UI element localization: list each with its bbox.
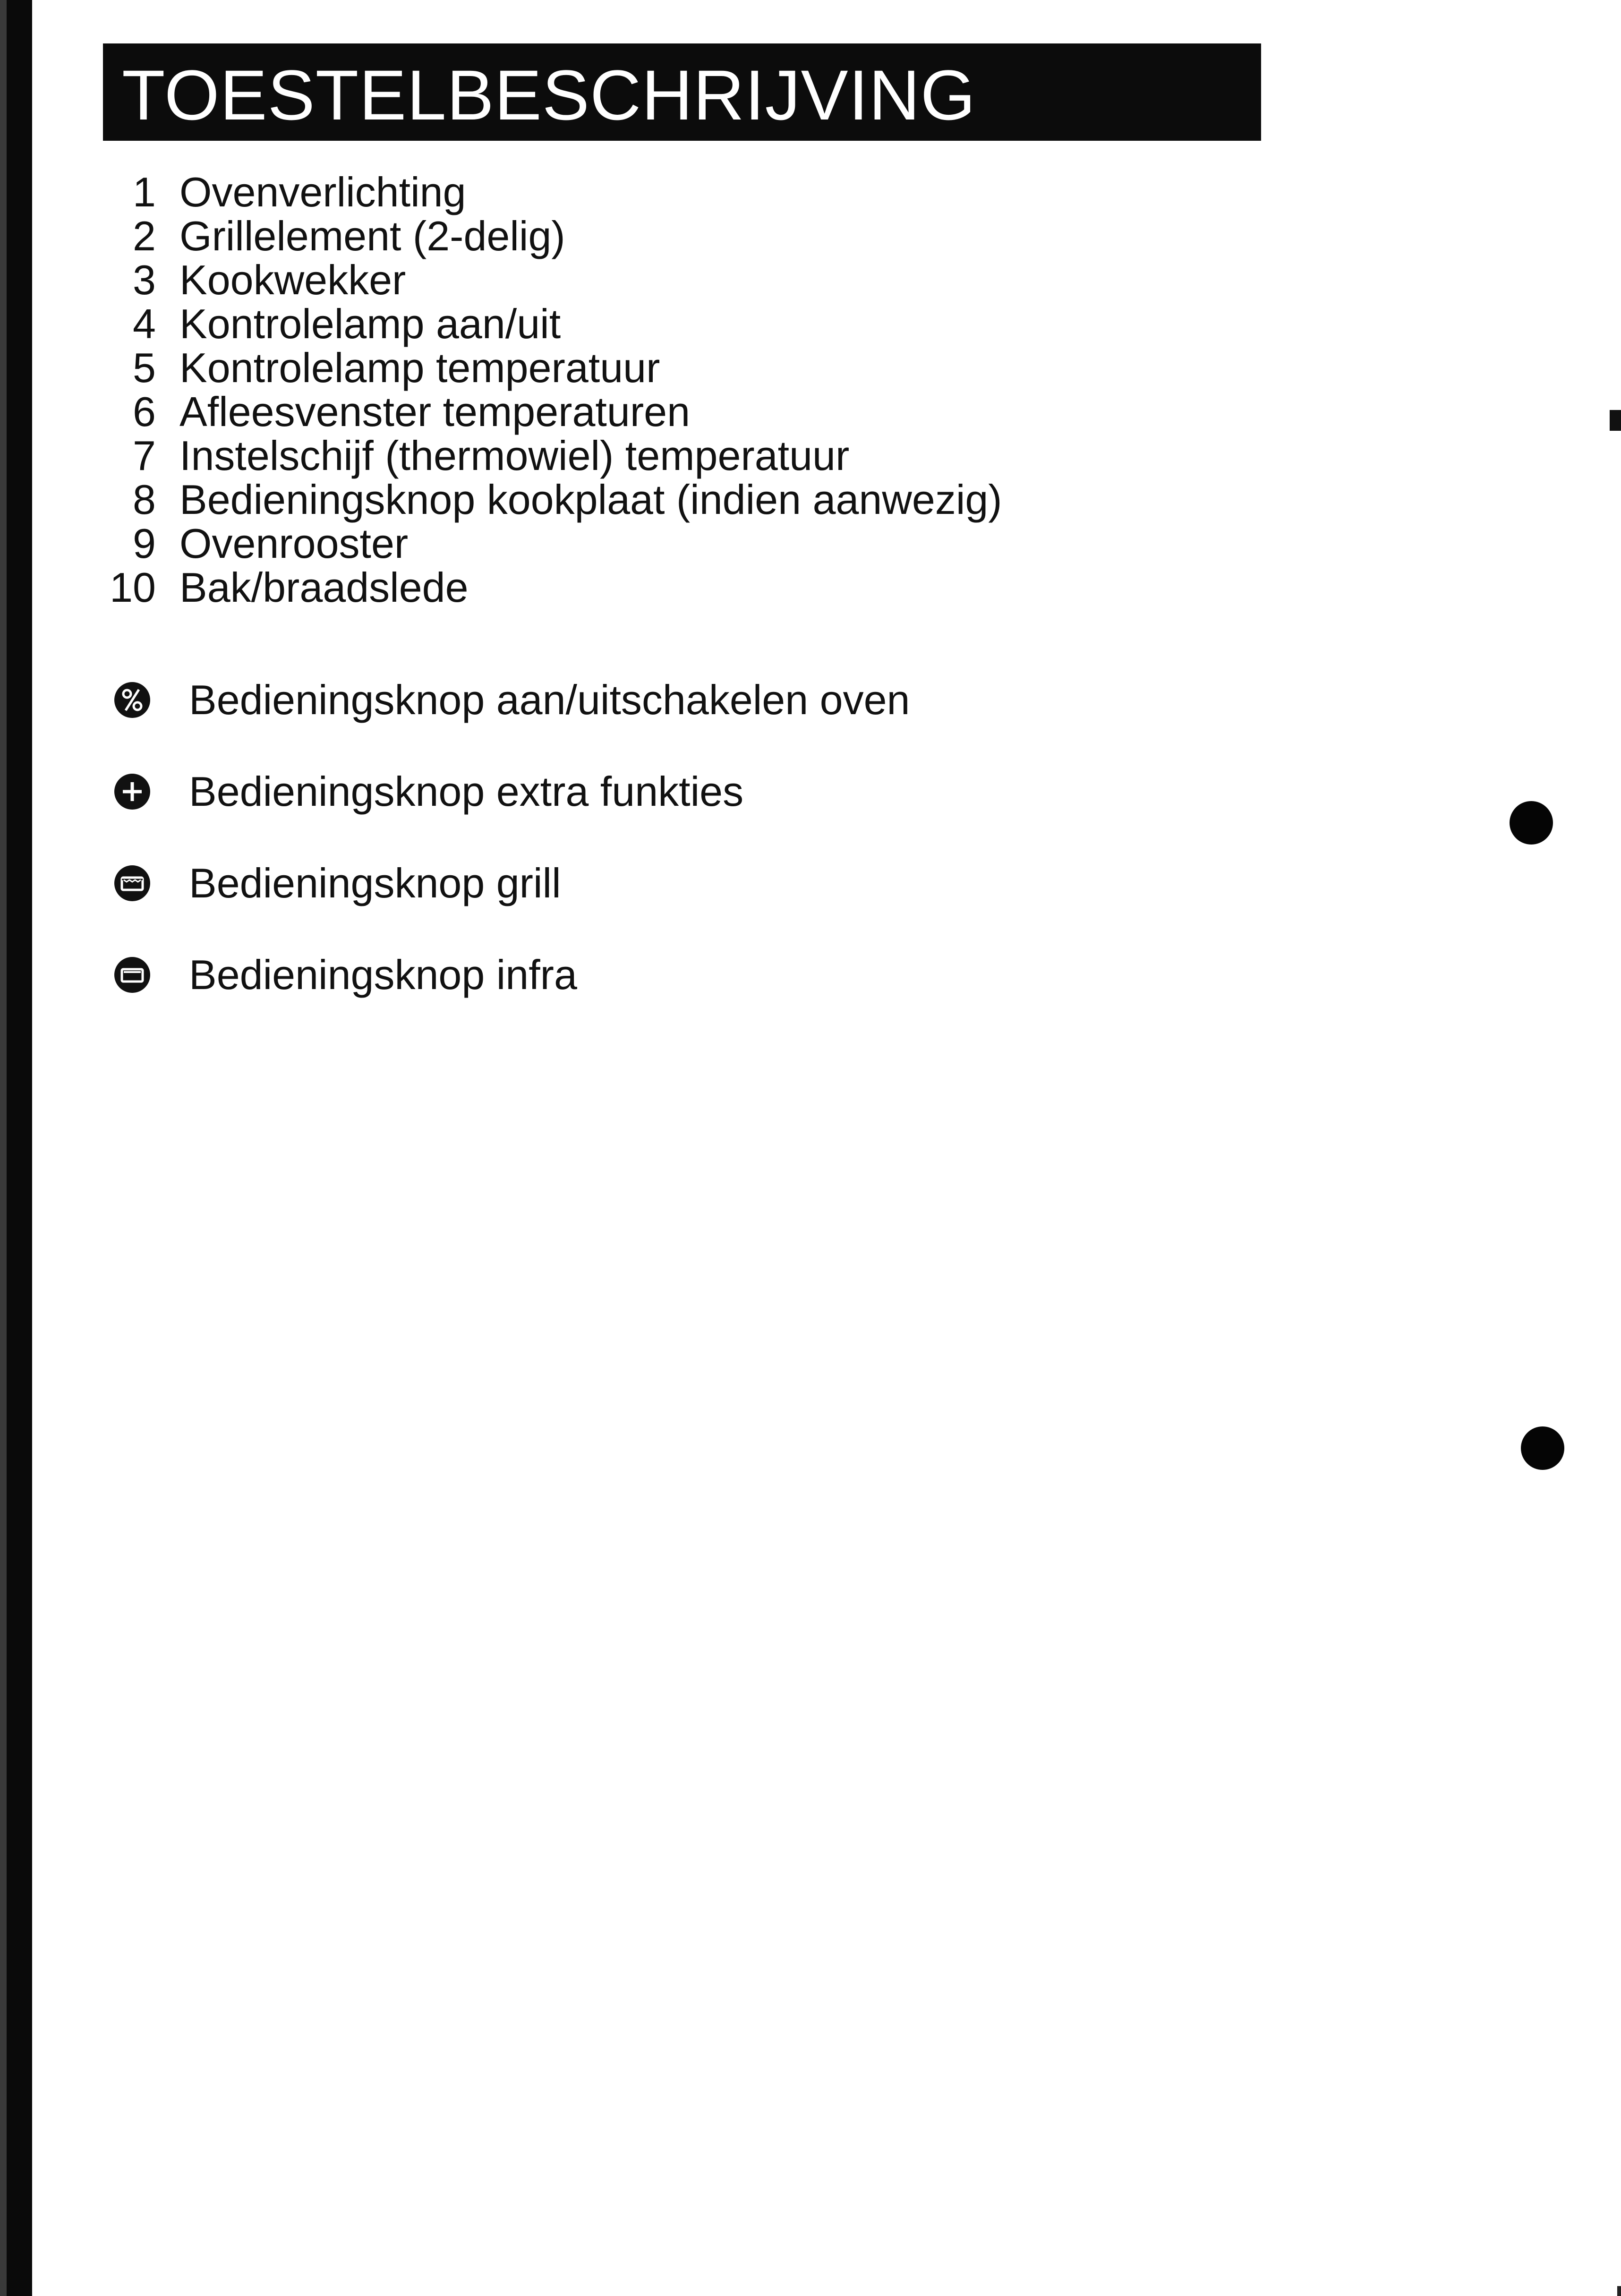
item-label: Kontrolelamp aan/uit (179, 300, 561, 347)
parts-list (104, 170, 1002, 609)
percent-circle-icon (113, 681, 151, 719)
legend-label: Bedieningsknop infra (189, 951, 577, 998)
item-number: 2 (133, 213, 156, 259)
item-label: Grillelement (2-delig) (179, 213, 565, 259)
legend-item (113, 837, 910, 929)
list-item (104, 478, 1002, 521)
item-label: Kookwekker (179, 256, 406, 303)
item-label: Afleesvenster temperaturen (179, 388, 691, 435)
punch-hole (1521, 1426, 1564, 1470)
item-number: 4 (133, 300, 156, 347)
item-number: 1 (133, 169, 156, 215)
item-number: 6 (133, 388, 156, 435)
item-label: Ovenrooster (179, 520, 409, 567)
legend-label: Bedieningsknop aan/uitschakelen oven (189, 676, 910, 723)
list-item (104, 521, 1002, 565)
list-item (104, 390, 1002, 434)
page-title: TOESTELBESCHRIJVING (122, 55, 976, 135)
plus-circle-icon (113, 773, 151, 811)
item-label: Kontrolelamp temperatuur (179, 344, 660, 391)
symbol-legend (113, 654, 910, 1021)
list-item (104, 258, 1002, 302)
item-label: Bedieningsknop kookplaat (indien aanwezig) (179, 476, 1002, 523)
scan-left-edge (0, 0, 32, 2296)
list-item (104, 565, 1002, 609)
legend-label: Bedieningsknop extra funkties (189, 768, 744, 815)
grill-circle-icon (113, 864, 151, 902)
list-item (104, 302, 1002, 346)
scan-edge-mark (1610, 410, 1621, 431)
item-number: 10 (110, 564, 156, 611)
legend-item (113, 929, 910, 1021)
list-item (104, 346, 1002, 390)
item-label: Ovenverlichting (179, 169, 466, 215)
item-label: Bak/braadslede (179, 564, 469, 611)
scan-bottom-mark (1617, 2286, 1621, 2296)
item-number: 8 (133, 476, 156, 523)
list-item (104, 434, 1002, 478)
item-number: 5 (133, 344, 156, 391)
legend-item (113, 746, 910, 837)
list-item (104, 214, 1002, 258)
item-number: 9 (133, 520, 156, 567)
legend-item (113, 654, 910, 746)
title-bar (103, 43, 1261, 141)
infra-circle-icon (113, 956, 151, 994)
item-label: Instelschijf (thermowiel) temperatuur (179, 432, 850, 479)
list-item (104, 170, 1002, 214)
punch-hole (1510, 801, 1553, 845)
item-number: 3 (133, 256, 156, 303)
legend-label: Bedieningsknop grill (189, 860, 561, 906)
item-number: 7 (133, 432, 156, 479)
